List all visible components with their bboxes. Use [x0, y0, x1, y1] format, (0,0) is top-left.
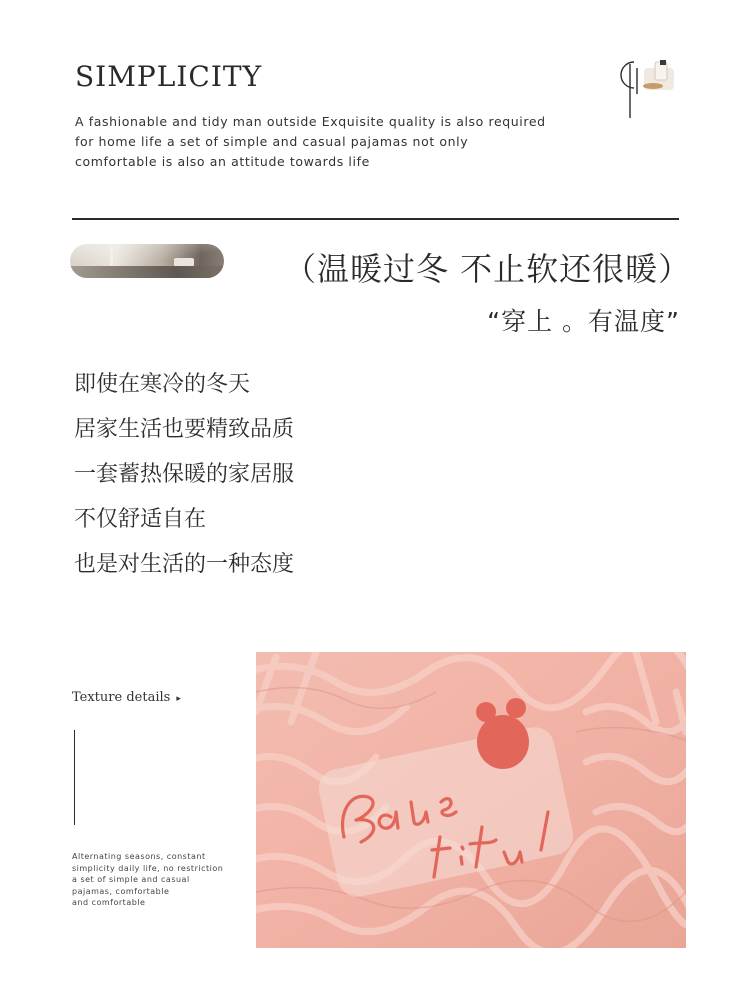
intro-text: [75, 112, 595, 172]
note-line: a set of simple and casual: [72, 875, 190, 884]
vertical-rule: [74, 730, 75, 825]
texture-details-label: [72, 690, 181, 705]
section-divider: [72, 218, 679, 220]
fabric-closeup-image: [256, 652, 686, 948]
page-title: SIMPLICITY: [75, 60, 263, 93]
poem-line: 一套蓄热保暖的家居服: [74, 462, 295, 487]
poem-line: 即使在寒冷的冬天: [74, 372, 251, 397]
play-arrow-icon: ▸: [176, 694, 181, 704]
feature-headline: （温暖过冬 不止软还很暖）: [284, 250, 692, 288]
poem-line: 不仅舒适自在: [74, 507, 207, 532]
texture-note: [72, 851, 242, 909]
intro-line: comfortable is also an attitude towards life: [75, 154, 370, 169]
room-photo-pill: [70, 244, 224, 278]
intro-line: for home life a set of simple and casual pajamas not only: [75, 134, 469, 149]
note-line: and comfortable: [72, 898, 146, 907]
texture-label-text: Texture details: [72, 690, 171, 705]
note-line: simplicity daily life, no restriction: [72, 863, 224, 873]
note-line: pajamas, comfortable: [72, 886, 170, 896]
poem-block: [74, 368, 294, 593]
intro-line: A fashionable and tidy man outside Exquisite quality is also required: [75, 114, 546, 129]
poem-line: 居家生活也要精致品质: [74, 417, 295, 442]
feature-subhead: “穿上 。有温度”: [487, 307, 680, 336]
brand-logo-icon: [620, 58, 678, 120]
note-line: Alternating seasons, constant: [72, 852, 206, 861]
poem-line: 也是对生活的一种态度: [74, 552, 295, 577]
